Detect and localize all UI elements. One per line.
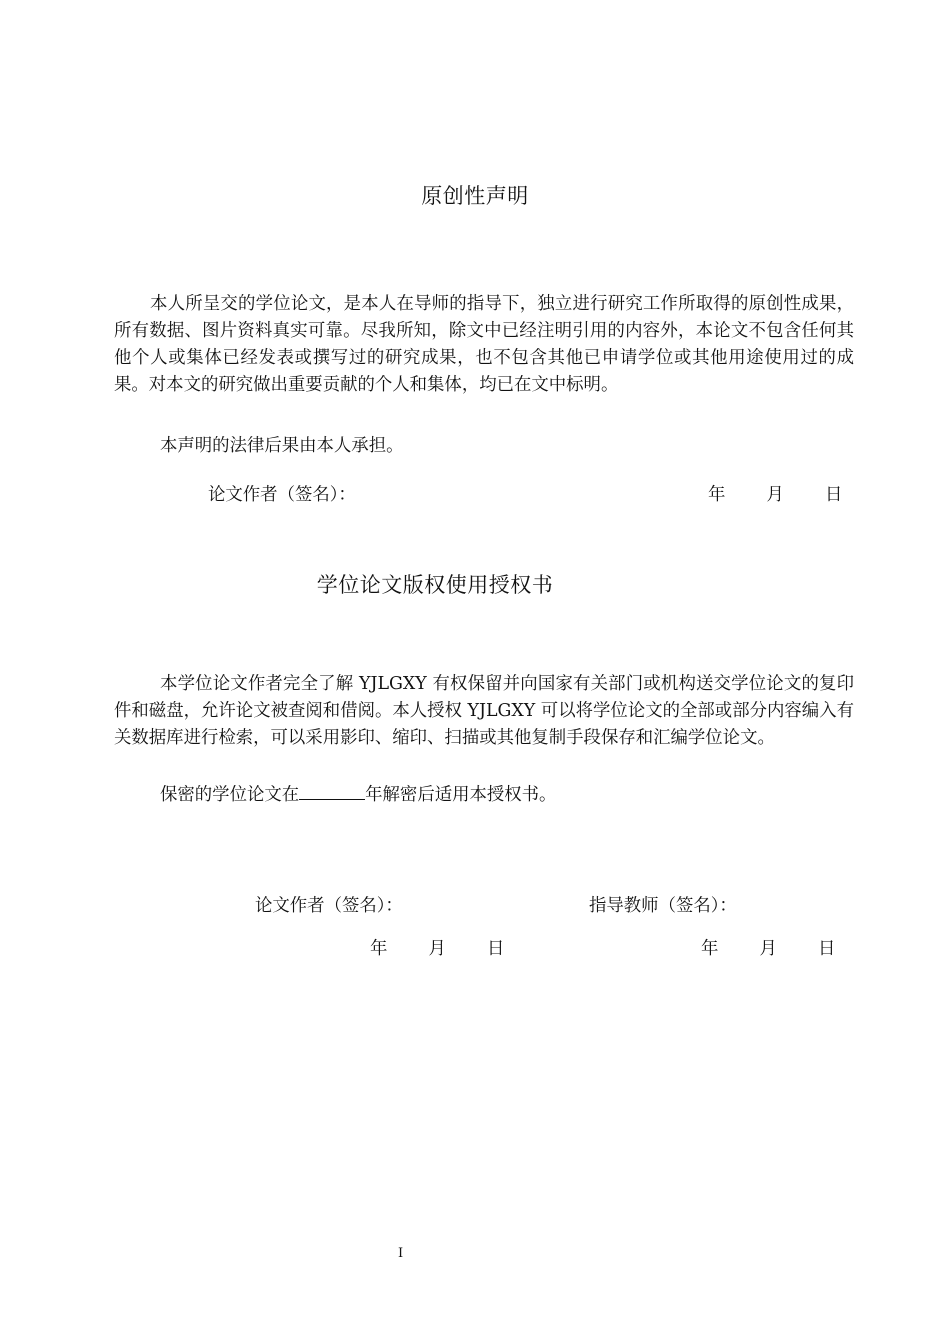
confidential-term-statement bbox=[160, 780, 556, 805]
page-number: I bbox=[398, 1246, 404, 1261]
day-label: 日 bbox=[486, 939, 505, 959]
year-label: 年 bbox=[701, 939, 719, 959]
month-label: 月 bbox=[759, 939, 777, 959]
declaration-title: 原创性声明 bbox=[421, 184, 529, 208]
declaration-author-signature-label: 论文作者（签名）： bbox=[208, 485, 356, 505]
authorization-paragraph: 本学位论文作者完全了解 YJLGXY 有权保留并向国家有关部门或机构送交学位论文的复印件和磁盘，允许论文被查阅和借阅。本人授权 YJLGXY 可以将学位论文的全部或部分内容编入有关数据库进行检索，可以采用影印、缩印、扫描或其他复制手段保存和汇编学位论文。 bbox=[114, 674, 854, 748]
advisor-date bbox=[701, 934, 835, 959]
authorization-title: 学位论文版权使用授权书 bbox=[316, 573, 554, 597]
month-label: 月 bbox=[766, 485, 784, 505]
advisor-signature-label: 指导教师（签名）： bbox=[589, 896, 737, 916]
authorization-author-signature-label: 论文作者（签名）： bbox=[255, 896, 403, 916]
declaration-liability-statement: 本声明的法律后果由本人承担。 bbox=[160, 436, 404, 456]
day-label: 日 bbox=[824, 485, 843, 505]
confidential-term-suffix: 年解密后适用本授权书。 bbox=[365, 785, 557, 805]
confidential-years-blank[interactable] bbox=[299, 785, 365, 800]
author-date bbox=[370, 934, 504, 959]
declaration-paragraph: 本人所呈交的学位论文，是本人在导师的指导下，独立进行研究工作所取得的原创性成果，所有数据、图片资料真实可靠。尽我所知，除文中已经注明引用的内容外，本论文不包含任何其他个人或集体已经发表或撰写过的研究成果，也不包含其他已申请学位或其他用途使用过的成果。对本文的研究做出重要贡献的个人和集体，均已在文中标明。 bbox=[114, 294, 854, 395]
confidential-term-prefix: 保密的学位论文在 bbox=[160, 785, 300, 805]
year-label: 年 bbox=[370, 939, 388, 959]
month-label: 月 bbox=[428, 939, 446, 959]
day-label: 日 bbox=[817, 939, 836, 959]
year-label: 年 bbox=[708, 485, 726, 505]
declaration-date bbox=[708, 480, 842, 505]
